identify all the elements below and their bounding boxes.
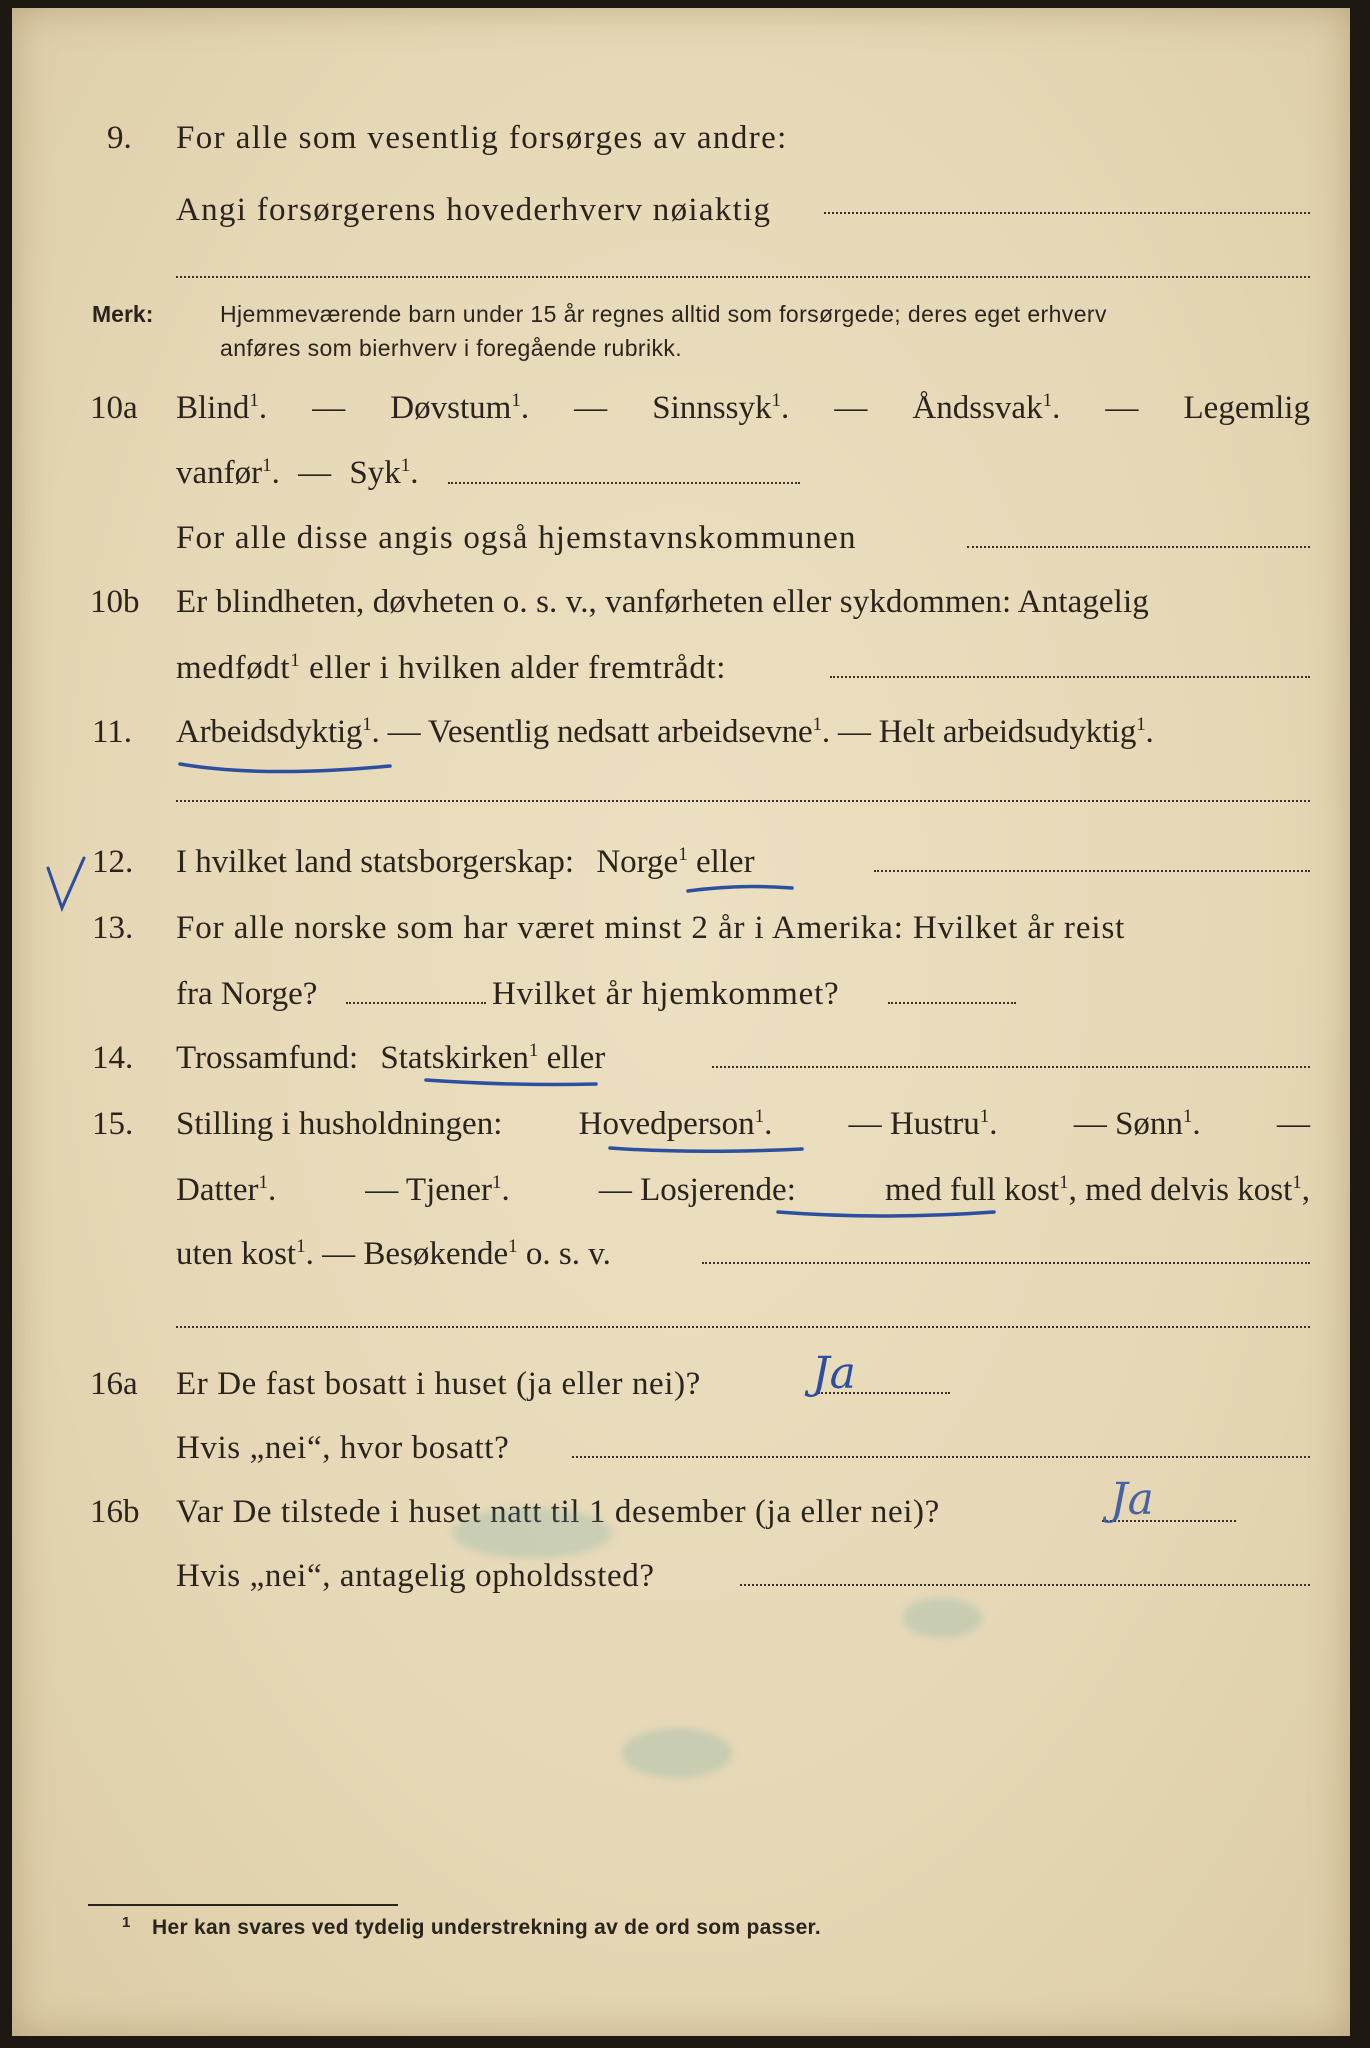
q15-line1: Stilling i husholdningen: Hovedperson$^1$. — Hustru$^1$. — Sønn$^1$. — (176, 1106, 1310, 1142)
q16b-line1: Var De tilstede i huset natt til 1 desember (ja eller nei)? (176, 1494, 940, 1530)
item-number-16b: 16b (90, 1494, 140, 1530)
item-number-10b: 10b (90, 584, 140, 620)
merk-line1: Hjemmeværende barn under 15 år regnes alltid som forsørgede; deres eget erhverv (220, 301, 1107, 327)
item-number-14: 14. (92, 1040, 134, 1076)
handwritten-answer-16a: Ja (812, 1348, 856, 1399)
q10b-line2: medfødt$^1$ eller i hvilken alder fremtrådt: (176, 650, 727, 686)
q10b-line1: Er blindheten, døvheten o. s. v., vanførheten eller sykdommen: Antagelig (176, 584, 1149, 620)
q14-line: Trossamfund: Statskirken$^1$ eller (176, 1040, 606, 1076)
item-number-9: 9. (107, 120, 132, 156)
item-number-13: 13. (92, 910, 134, 946)
underline-med-full-kost (778, 1212, 994, 1216)
footnote-rule (88, 1904, 398, 1906)
q13-line2a: fra Norge? (176, 976, 318, 1012)
underline-norge (688, 887, 792, 891)
item-number-15: 15. (92, 1106, 134, 1142)
option-blind: Blind$^1$. (176, 390, 268, 426)
option-arbeidsdyktig: Arbeidsdyktig (176, 714, 363, 750)
option-dovstum: Døvstum$^1$. (390, 390, 530, 426)
underline-arbeidsdyktig (180, 764, 390, 772)
q16b-line2: Hvis „nei“, antagelig opholdssted? (176, 1558, 655, 1594)
dash: — (834, 390, 868, 426)
q15-line2: Datter$^1$. — Tjener$^1$. — Losjerende: med full kost$^1$, med delvis kost$^1$, (176, 1172, 1310, 1208)
q10a-line3: For alle disse angis også hjemstavnskommunen (176, 520, 857, 556)
item-number-10a: 10a (90, 390, 138, 426)
q12-line: I hvilket land statsborgerskap: Norge$^1$ eller (176, 844, 755, 880)
q16a-line1: Er De fast bosatt i huset (ja eller nei)? (176, 1366, 701, 1402)
footnote-text: Her kan svares ved tydelig understrekning av de ord som passer. (152, 1916, 821, 1939)
q13-line2b: Hvilket år hjemkommet? (492, 976, 840, 1012)
option-sinnssyk: Sinnssyk$^1$. (652, 390, 790, 426)
merk-line2: anføres som bierhverv i foregående rubrikk. (220, 335, 683, 361)
dash: — (1105, 390, 1139, 426)
item-number-11: 11. (92, 714, 133, 750)
item-number-12: 12. (92, 844, 134, 880)
option-statskirken: Statskirken (380, 1040, 529, 1076)
option-hovedperson: Hovedperson (578, 1106, 755, 1142)
item-number-16a: 16a (90, 1366, 138, 1402)
option-andssvak: Åndssvak$^1$. (912, 390, 1061, 426)
check-mark-stroke (48, 858, 84, 908)
footnote-mark: 1 (122, 1914, 131, 1931)
underline-hovedperson (610, 1148, 802, 1151)
census-form-page (12, 8, 1350, 2036)
q16a-line2: Hvis „nei“, hvor bosatt? (176, 1430, 510, 1466)
dash: — (312, 390, 346, 426)
option-norge: Norge (596, 844, 679, 880)
merk-label: Merk: (92, 301, 154, 327)
q10a-line2: vanfør$^1$. — Syk$^1$. (176, 455, 419, 491)
q15-line3: uten kost$^1$. — Besøkende$^1$ o. s. v. (176, 1236, 611, 1272)
q13-line1: For alle norske som har været minst 2 år i Amerika: Hvilket år reist (176, 910, 1126, 946)
q9-line2: Angi forsørgerens hovederhverv nøiaktig (176, 192, 772, 228)
dash: — (574, 390, 608, 426)
underline-statskirken (426, 1080, 596, 1085)
q9-line1: For alle som vesentlig forsørges av andre: (176, 120, 788, 156)
handwritten-answer-16b: Ja (1110, 1474, 1154, 1525)
q11-line: Arbeidsdyktig$^1$. — Vesentlig nedsatt arbeidsevne$^1$. — Helt arbeidsudyktig$^1$. (176, 714, 1154, 750)
option-med-full-kost: med full kost (884, 1172, 1060, 1208)
handwritten-underlines (12, 8, 1350, 2036)
option-legemlig: Legemlig (1183, 390, 1310, 426)
